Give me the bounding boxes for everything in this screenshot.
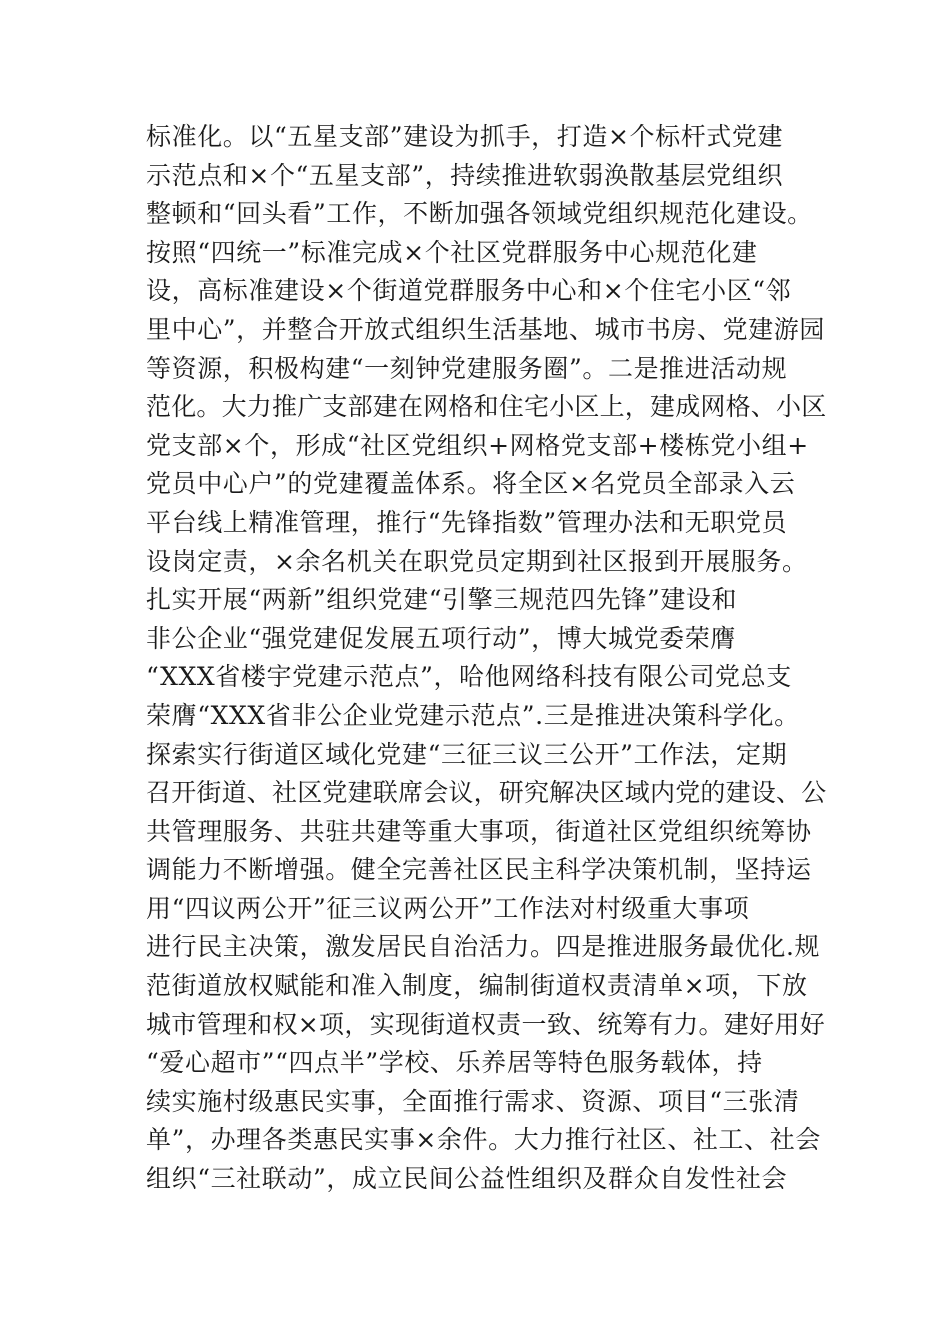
text-line: 非公企业“强党建促发展五项行动”，博大城党委荣膺 <box>146 623 736 653</box>
text-line: 召开街道、社区党建联席会议，研究解决区域内党的建设、公 <box>146 778 827 808</box>
text-line: 里中心”，并整合开放式组织生活基地、城市书房、党建游园 <box>146 314 825 344</box>
text-line: 用“四议两公开”征三议两公开”工作法对村级重大事项 <box>146 893 750 923</box>
text-line: 标准化。以“五星支部”建设为抓手，打造×个标杆式党建 <box>146 122 784 151</box>
text-line: 设岗定责，×余名机关在职党员定期到社区报到开展服务。 <box>146 546 808 576</box>
text-line: 范街道放权赋能和准入制度，编制街道权责清单×项，下放 <box>146 971 808 1001</box>
text-line: 示范点和×个“五星支部”，持续推进软弱涣散基层党组织 <box>146 160 784 190</box>
text-line: 平台线上精准管理，推行“先锋指数”管理办法和无职党员 <box>146 507 788 537</box>
text-line: 设，高标准建设×个街道党群服务中心和×个住宅小区“邻 <box>146 276 792 306</box>
text-line: 进行民主决策，激发居民自治活力。四是推进服务最优化.规 <box>146 932 821 962</box>
text-line: “爱心超市”“四点半”学校、乐养居等特色服务载体，持 <box>146 1048 763 1078</box>
text-line: 探索实行街道区域化党建“三征三议三公开”工作法，定期 <box>146 739 788 769</box>
text-line: 党员中心户”的党建覆盖体系。将全区×名党员全部录入云 <box>146 469 796 499</box>
text-line: 范化。大力推广支部建在网格和住宅小区上，建成网格、小区 <box>146 392 827 422</box>
text-line: 调能力不断增强。健全完善社区民主科学决策机制，坚持运 <box>146 855 812 885</box>
text-line: 组织“三社联动”，成立民间公益性组织及群众自发性社会 <box>146 1164 788 1194</box>
body-text <box>146 118 826 1199</box>
text-line: 按照“四统一”标准完成×个社区党群服务中心规范化建 <box>146 237 758 267</box>
text-line: 等资源，积极构建“一刻钟党建服务圈”。二是推进活动规 <box>146 353 788 383</box>
text-line: “XXX省楼宇党建示范点”，哈他网络科技有限公司党总支 <box>146 662 792 692</box>
text-line: 党支部×个，形成“社区党组织+网格党支部+楼栋党小组+ <box>146 430 809 460</box>
text-line: 城市管理和权×项，实现街道权责一致、统筹有力。建好用好 <box>146 1009 826 1039</box>
text-line: 扎实开展“两新”组织党建“引擎三规范四先锋”建设和 <box>146 585 738 615</box>
text-line: 共管理服务、共驻共建等重大事项，街道社区党组织统筹协 <box>146 816 812 846</box>
text-line: 整顿和“回头看”工作，不断加强各领域党组织规范化建设。 <box>146 199 813 229</box>
text-line: 续实施村级惠民实事，全面推行需求、资源、项目“三张清 <box>146 1086 800 1116</box>
text-line: 荣膺“XXX省非公企业党建示范点”.三是推进决策科学化。 <box>146 700 800 730</box>
text-line: 单”，办理各类惠民实事×余件。大力推行社区、社工、社会 <box>146 1125 821 1155</box>
